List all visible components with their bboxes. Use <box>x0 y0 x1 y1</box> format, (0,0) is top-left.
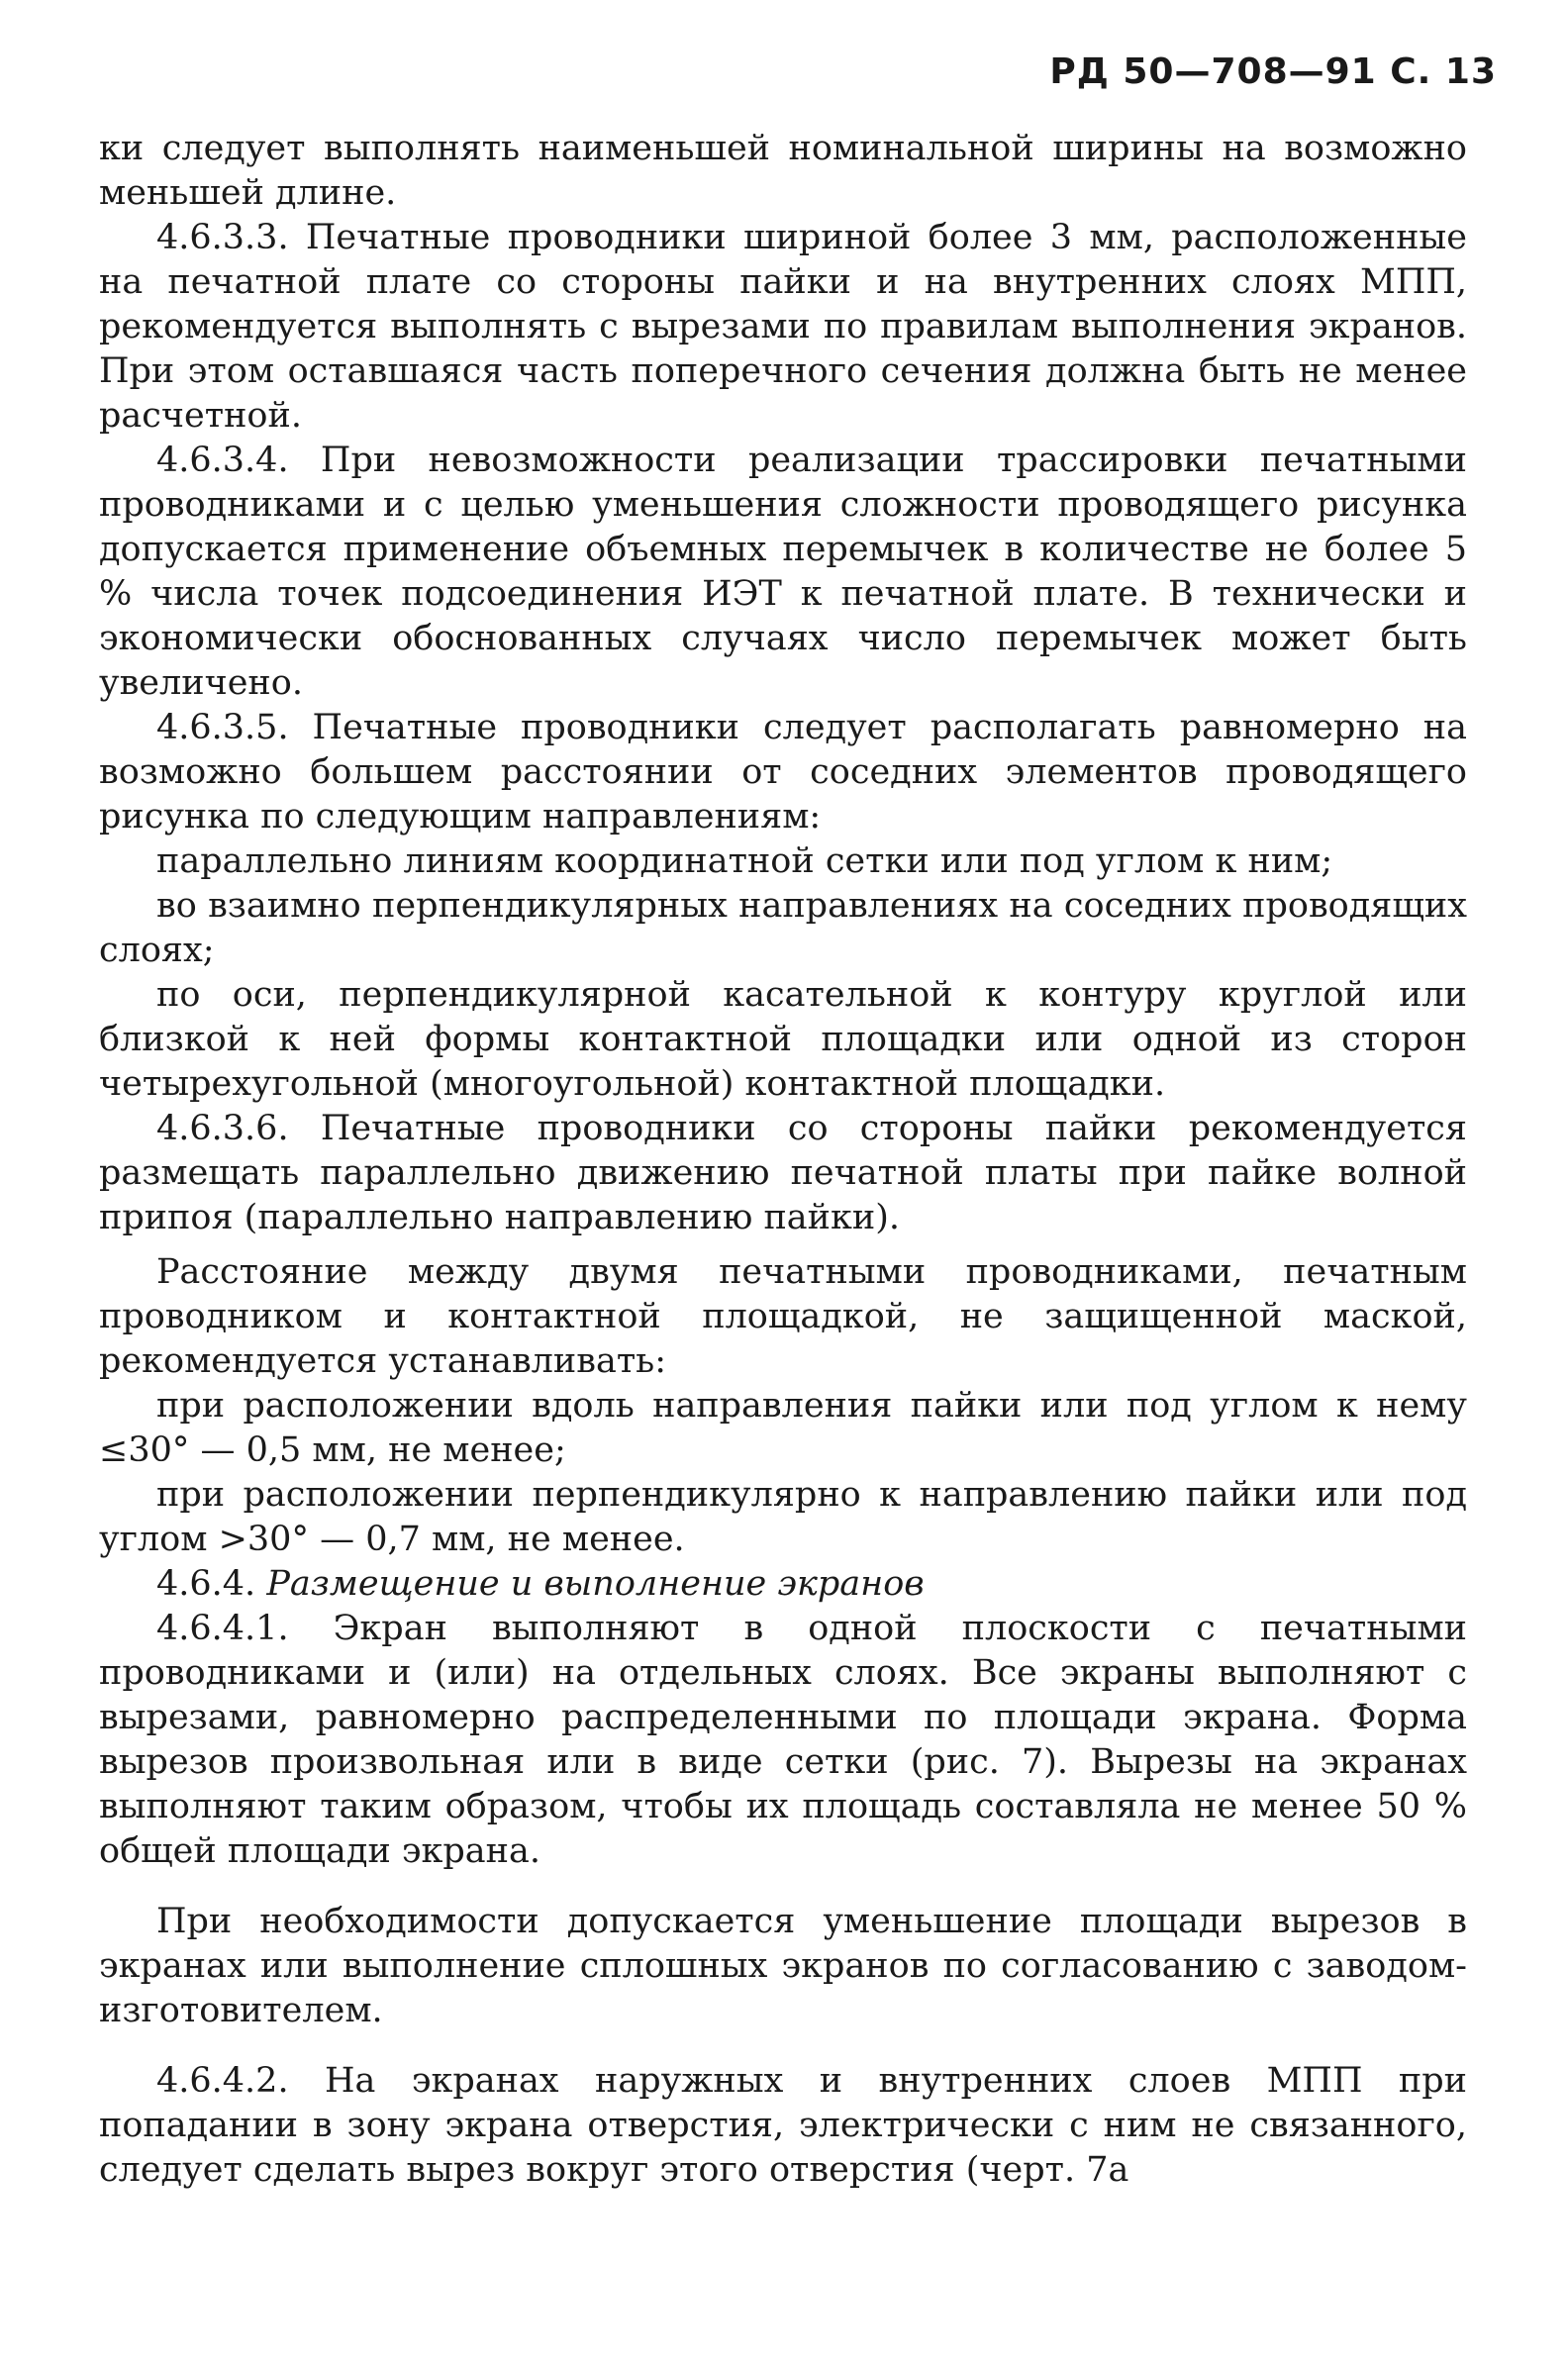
paragraph-agreement: При необходимости допускается уменьшение площади вырезов в экранах или выполнение сплошных экранов по согласованию с заводом-изготовителем. <box>99 1902 1467 2030</box>
page-header: РД 50—708—91 С. 13 <box>1049 51 1497 92</box>
paragraph-4-6-3-4: 4.6.3.4. При невозможности реализации трассировки печатными проводниками и с целью уменьшения сложности проводящего рисунка допускается применение объемных перемычек в количестве не более 5 % числа точек подсоединения ИЭТ к печатной плате. В технически и экономически обоснованных случаях число перемычек может быть увеличено. <box>99 441 1467 703</box>
list-item-perpendicular-soldering: при расположении перпендикулярно к направлению пайки или под углом >30° — 0,7 мм, не менее. <box>99 1475 1467 1559</box>
list-item-perpendicular: во взаимно перпендикулярных направлениях на соседних проводящих слоях; <box>99 886 1467 970</box>
page-body <box>99 127 1467 2193</box>
list-item-along-soldering: при расположении вдоль направления пайки или под углом к нему ≤30° — 0,5 мм, не менее; <box>99 1386 1467 1470</box>
paragraph-4-6-3-6: 4.6.3.6. Печатные проводники со стороны пайки рекомендуется размещать параллельно движению печатной платы при пайке волной припоя (параллельно направлению пайки). <box>99 1109 1467 1237</box>
section-heading-4-6-4 <box>99 1562 1467 1607</box>
paragraph-4-6-4-2: 4.6.4.2. На экранах наружных и внутренних слоев МПП при попадании в зону экрана отверстия, электрически с ним не связанного, следует сделать вырез вокруг этого отверстия (черт. 7а <box>99 2061 1467 2190</box>
paragraph-4-6-4-1: 4.6.4.1. Экран выполняют в одной плоскости с печатными проводниками и (или) на отдельных слоях. Все экраны выполняют с вырезами, равномерно распределенными по площади экрана. Форма вырезов произвольная или в виде сетки (рис. 7). Вырезы на экранах выполняют таким образом, чтобы их площадь составляла не менее 50 % общей площади экрана. <box>99 1609 1467 1871</box>
paragraph-4-6-3-3: 4.6.3.3. Печатные проводники шириной более 3 мм, расположенные на печатной плате со стороны пайки и на внутренних слоях МПП, рекомендуется выполнять с вырезами по правилам выполнения экранов. При этом оставшаяся часть поперечного сечения должна быть не менее расчетной. <box>99 218 1467 436</box>
list-item-axis: по оси, перпендикулярной касательной к контуру круглой или близкой к ней формы контактной площадки или одной из сторон четырехугольной (многоугольной) контактной площадки. <box>99 975 1467 1104</box>
paragraph-continuation: ки следует выполнять наименьшей номинальной ширины на возможно меньшей длине. <box>99 129 1467 213</box>
section-number: 4.6.4. <box>156 1564 256 1604</box>
list-item-grid: параллельно линиям координатной сетки или под углом к ним; <box>156 841 1333 881</box>
paragraph-4-6-3-5: 4.6.3.5. Печатные проводники следует располагать равномерно на возможно большем расстоянии от соседних элементов проводящего рисунка по следующим направлениям: <box>99 708 1467 837</box>
paragraph-spacing: Расстояние между двумя печатными проводниками, печатным проводником и контактной площадкой, не защищенной маской, рекомендуется устанавливать: <box>99 1252 1467 1381</box>
section-title: Размещение и выполнение экранов <box>266 1564 925 1604</box>
